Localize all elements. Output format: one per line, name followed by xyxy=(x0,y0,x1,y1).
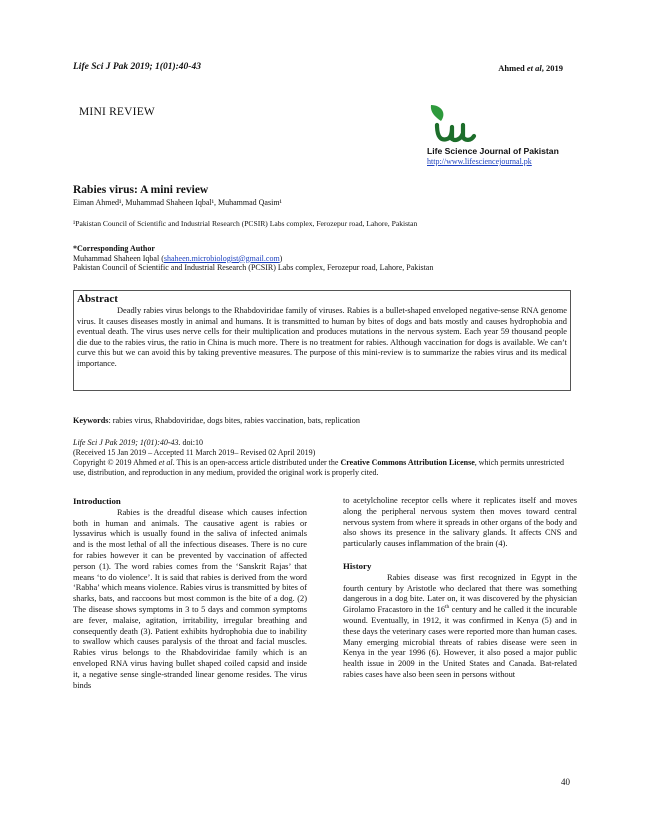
right-column xyxy=(343,496,577,681)
copyright-notice: Copyright © 2019 Ahmed et al. This is an open-access article distributed under the Creative Commons Attribution License, which permits unrestricted use, distribution, and reproduction in any medium, provided the original work is properly cited. xyxy=(73,457,565,477)
author-list: Eiman Ahmed¹, Muhammad Shaheen Iqbal¹, Muhammad Qasim¹ xyxy=(73,198,282,207)
corresponding-address: Pakistan Council of Scientific and Industrial Research (PCSIR) Labs complex, Ferozepur road, Lahore, Pakistan xyxy=(73,263,434,273)
corresponding-author-block xyxy=(73,244,433,273)
abstract-text: Deadly rabies virus belongs to the Rhabdoviridae family of viruses. Rabies is a bullet-shaped enveloped negative-sense RNA genome virus. It causes diseases mostly in animal and humans. It is transmitted to human by bites of dogs and bats mostly and causes hydrophobia and eventual death. The virus uses nerve cells for their multiplication and produces mutations in the nervous system. Each year 59 thousand people die due to the rabies virus, the ratio in China is much more. There is no treatment for rabies. Although vaccination for dogs is available. We can’t curve this but we can avoid this by taking preventive measures. The purpose of this mini-review is to summarize the rabies virus and its medical importance. xyxy=(77,306,567,368)
introduction-paragraph: Rabies is the dreadful disease which causes infection both in human and animals. The causative agent is rabies or lyssavirus which is usually found in the saliva of infected animals and is the most lethal of all the infectious diseases. There is no cure for rabies however it can be prevented by vaccination of affected person (1). The word rabies comes from the ‘Sanskrit Rajas’ that means ‘to do violence’. It is said that rabies is derived from the word ‘Rabha’ which means violence. Rabies virus is transmitted by bites of sharks, bats, and raccoons but most common is the bite of a dog. (2) The disease shows symptoms in 3 to 5 days and common symptoms are fever, malaise, agitation, irritability, irregular breathing and consequently death (3). Patient exhibits hydrophobia due to inability to swallow which causes paralysis of the throat and facial muscles. Rabies virus belongs to the Rhabdoviridae family which is an enveloped RNA virus having bullet shaped coiled capsid and inside it, a negative sense single-stranded linear genome resides. The virus binds xyxy=(73,507,307,690)
journal-logo-name: Life Science Journal of Pakistan xyxy=(427,146,559,156)
corresponding-name-line: Muhammad Shaheen Iqbal (shaheen.microbiologist@gmail.com) xyxy=(73,253,283,263)
running-header-author: Ahmed et al, 2019 xyxy=(498,63,563,73)
citation-block xyxy=(73,438,575,478)
introduction-continued: to acetylcholine receptor cells where it replicates itself and moves along the peripheral nervous system then moves toward central nervous system from where it spreads in other organs of the body and also shows its presence in the salivary glands. It affects CNS and particularly causes inflammation of the brain (4). xyxy=(343,496,577,549)
introduction-heading: Introduction xyxy=(73,496,121,506)
corresponding-email-link[interactable]: shaheen.microbiologist@gmail.com xyxy=(163,253,280,263)
history-paragraph: Rabies disease was first recognized in Egypt in the fourth century by Aristotle who declared that there was something dangerous in a dog bite. Later on, it was discovered by the physician Girolamo Fracastoro in the 16th century and he called it the incurable wound. Eventually, in 1912, it was confirmed in Kenya (5) and in these days the veterinary cases were reported more than human cases. Many emerging microbial threats of rabies disease were seen in Kenya in the year 1996 (6). However, it also posed a major public health issue in 2009 in the United States and Canada. Bat-related rabies cases have also been seen in persons without xyxy=(343,572,577,679)
affiliation: ¹Pakistan Council of Scientific and Industrial Research (PCSIR) Labs complex, Ferozepur road, Lahore, Pakistan xyxy=(73,219,418,228)
license-name: Creative Commons Attribution License xyxy=(340,457,475,467)
running-header-journal: Life Sci J Pak 2019; 1(01):40-43 xyxy=(73,62,201,72)
article-type: MINI REVIEW xyxy=(79,106,155,118)
paper-title: Rabies virus: A mini review xyxy=(73,184,209,196)
citation-dates: (Received 15 Jan 2019 – Accepted 11 March 2019– Revised 02 April 2019) xyxy=(73,447,316,457)
keywords-line: Keywords: rabies virus, Rhabdoviridae, dogs bites, rabies vaccination, bats, replication xyxy=(73,416,360,425)
abstract-heading: Abstract xyxy=(77,293,118,305)
corresponding-label: *Corresponding Author xyxy=(73,244,155,253)
journal-url-link[interactable]: http://www.lifesciencejournal.pk xyxy=(427,157,532,166)
history-heading: History xyxy=(343,560,372,571)
abstract-box xyxy=(73,290,571,391)
journal-logo-icon xyxy=(427,103,477,143)
left-column xyxy=(73,496,307,691)
page-number: 40 xyxy=(561,777,570,787)
citation-ref: Life Sci J Pak 2019; 1(01):40-43. doi:10 xyxy=(73,438,203,447)
